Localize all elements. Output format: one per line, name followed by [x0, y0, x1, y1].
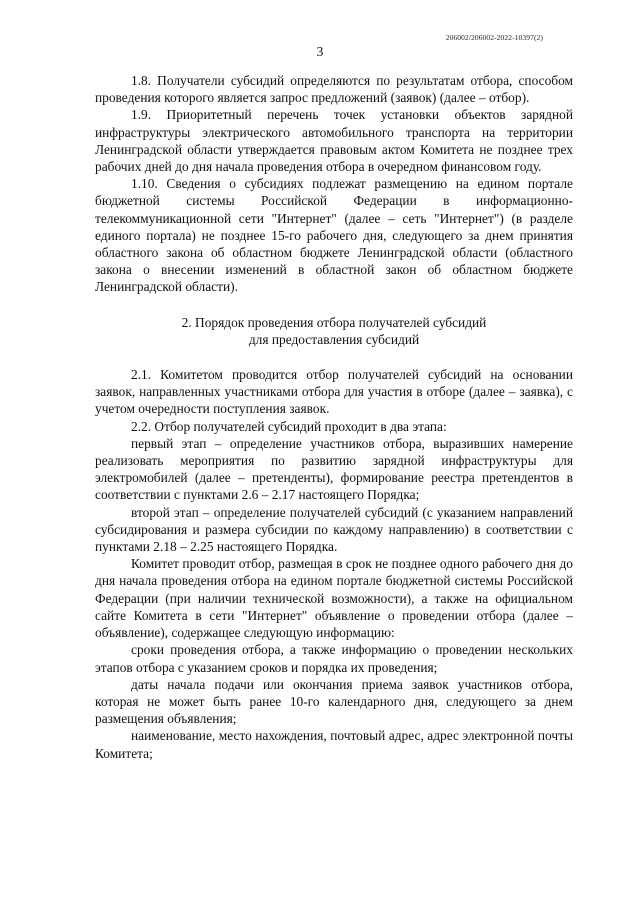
paragraph-2-1: 2.1. Комитетом проводится отбор получателей субсидий на основании заявок, направленных участниками отбора для участия в отборе (далее – заявка), с учетом очередности поступления заявок.: [95, 367, 573, 417]
document-body: [95, 72, 573, 762]
paragraph-stage-2: второй этап – определение получателей субсидий (с указанием направлений субсидирования и размера субсидии по каждому направлению) в соответствии с пунктами 2.18 – 2.25 настоящего Порядка.: [95, 504, 573, 555]
paragraph-announcement: Комитет проводит отбор, размещая в срок не позднее одного рабочего дня до дня начала проведения отбора на едином портале бюджетной системы Российской Федерации (при наличии технической возможности), а также на официальном сайте Комитета в сети "Интернет" объявление о проведении отбора (далее – объявление), содержащее следующую информацию:: [95, 556, 573, 641]
page-number: 3: [316, 44, 324, 59]
paragraph-1-10: 1.10. Сведения о субсидиях подлежат размещению на едином портале бюджетной системы Российской Федерации в информационно-телекоммуникационной сети "Интернет" (далее – сеть "Интернет") (в разделе единого портала) не позднее 15-го рабочего дня, следующего за днем принятия областного закона об областном бюджете Ленинградской области (областного закона о внесении изменений в областной закон об областном бюджете Ленинградской области).: [95, 176, 573, 295]
paragraph-2-2: 2.2. Отбор получателей субсидий проходит в два этапа:: [131, 418, 447, 434]
paragraph-1-9: 1.9. Приоритетный перечень точек установки объектов зарядной инфраструктуры электрического автомобильного транспорта на территории Ленинградской области утверждается правовым актом Комитета не позднее трех рабочих дней до дня начала проведения отбора в очередном финансовом году.: [95, 107, 573, 175]
paragraph-stage-1: первый этап – определение участников отбора, выразивших намерение реализовать мероприятия по развитию зарядной инфраструктуры для электромобилей (далее – претенденты), формирование реестра претендентов в соответствии с пунктами 2.6 – 2.17 настоящего Порядка;: [95, 435, 573, 503]
section-2-heading: [95, 314, 573, 348]
section-2-title-line-2: для предоставления субсидий: [248, 331, 420, 347]
section-2-title-line-1: 2. Порядок проведения отбора получателей субсидий: [181, 314, 487, 330]
paragraph-dates: даты начала подачи или окончания приема заявок участников отбора, которая не может быть ранее 10-го календарного дня, следующего за днем размещения объявления;: [95, 676, 573, 727]
paragraph-terms: сроки проведения отбора, а также информацию о проведении нескольких этапов отбора с указанием сроков и порядка их проведения;: [95, 642, 573, 675]
paragraph-1-8: 1.8. Получатели субсидий определяются по результатам отбора, способом проведения которого является запрос предложений (заявок) (далее – отбор).: [95, 73, 573, 106]
paragraph-committee-address: наименование, место нахождения, почтовый адрес, адрес электронной почты Комитета;: [95, 728, 573, 761]
document-id: 206002/206002-2022-10397(2): [445, 33, 543, 42]
